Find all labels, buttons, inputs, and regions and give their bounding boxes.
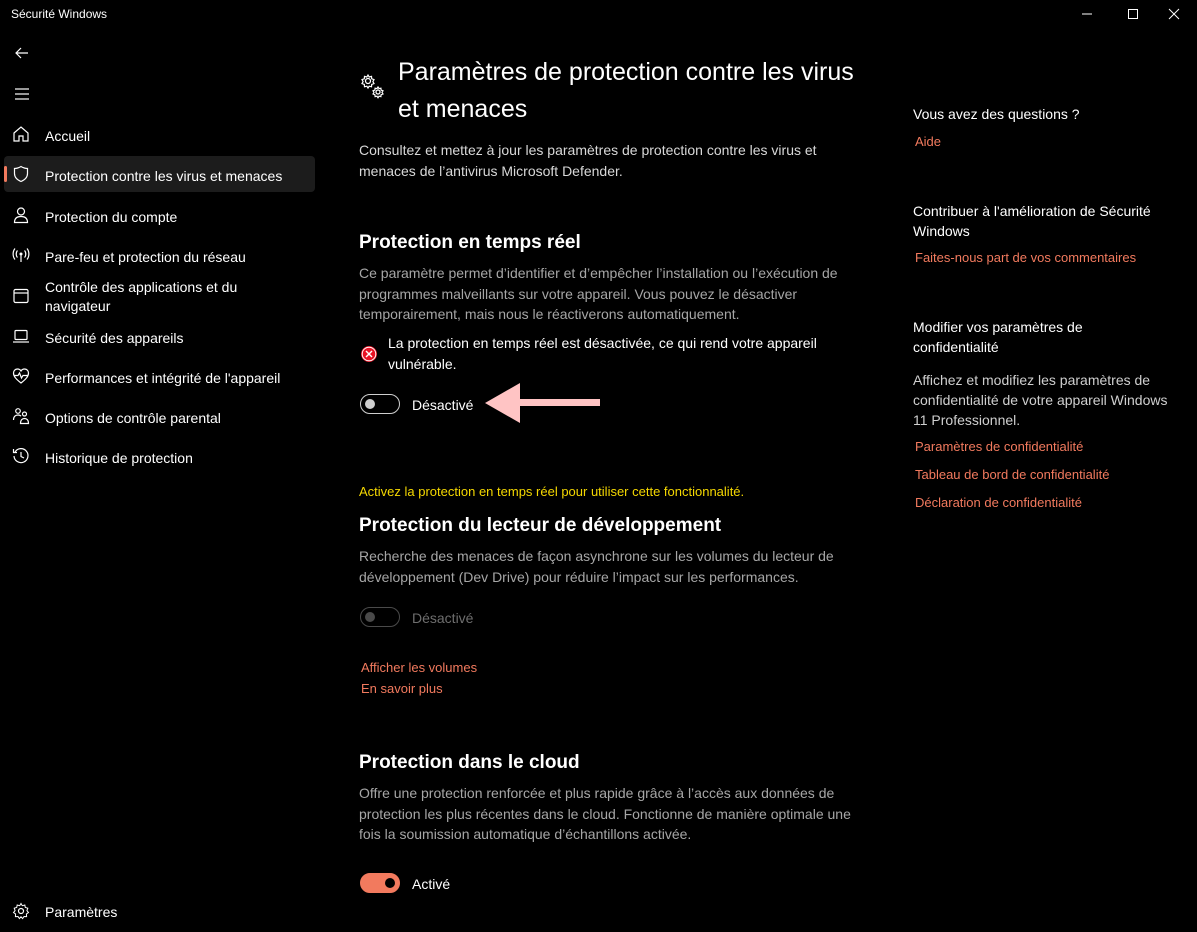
- privacy-settings-link[interactable]: Paramètres de confidentialité: [915, 439, 1084, 454]
- back-arrow-icon: [14, 45, 30, 61]
- cloud-toggle-label: Activé: [412, 876, 451, 892]
- close-icon: [1168, 8, 1180, 20]
- heart-pulse-icon: [11, 366, 31, 386]
- wifi-antenna-icon: [11, 245, 31, 265]
- questions-heading: Vous avez des questions ?: [913, 106, 1080, 122]
- sidebar-item-label: Accueil: [45, 128, 91, 144]
- realtime-section-title: Protection en temps réel: [359, 232, 581, 253]
- minimize-icon: [1081, 8, 1093, 20]
- laptop-icon: [11, 326, 31, 346]
- contribute-heading: Contribuer à l'amélioration de Sécurité Windows: [913, 203, 1151, 239]
- sidebar-item-label: Pare-feu et protection du réseau: [45, 249, 246, 265]
- devdrive-protection-toggle[interactable]: [360, 607, 400, 627]
- sidebar-item-label: Sécurité des appareils: [45, 330, 184, 346]
- cloud-section-text: Offre une protection renforcée et plus rapide grâce à l’accès aux données de protection les plus récentes dans le cloud. Fonctionne de manière optimale une fois la soumission automatique d’échantillons activée.: [359, 785, 851, 842]
- history-icon: [11, 446, 31, 466]
- devdrive-section-text: Recherche des menaces de façon asynchrone sur les volumes du lecteur de développement (Dev Drive) pour réduire l’impact sur les performances.: [359, 548, 834, 585]
- home-icon: [11, 124, 31, 144]
- minimize-button[interactable]: [1064, 0, 1110, 28]
- toggle-knob: [385, 878, 395, 888]
- title-bar: [0, 0, 1197, 28]
- privacy-text: Affichez et modifiez les paramètres de confidentialité de votre appareil Windows 11 Professionnel.: [913, 372, 1168, 428]
- devdrive-section-title: Protection du lecteur de développement: [359, 515, 722, 536]
- hamburger-menu-button[interactable]: [6, 79, 38, 109]
- activate-realtime-note: Activez la protection en temps réel pour utiliser cette fonctionnalité.: [359, 484, 745, 499]
- privacy-dashboard-link[interactable]: Tableau de bord de confidentialité: [915, 467, 1110, 482]
- realtime-warning-text: La protection en temps réel est désactivée, ce qui rend votre appareil vulnérable.: [388, 335, 817, 372]
- hamburger-icon: [14, 87, 30, 101]
- sidebar-settings[interactable]: [4, 893, 315, 929]
- devdrive-toggle-label: Désactivé: [412, 610, 474, 626]
- sidebar-item-app-browser-control[interactable]: [4, 275, 315, 317]
- cloud-section-title: Protection dans le cloud: [359, 752, 580, 773]
- privacy-statement-link[interactable]: Déclaration de confidentialité: [915, 495, 1082, 510]
- learn-more-link[interactable]: En savoir plus: [361, 681, 443, 696]
- settings-label: Paramètres: [45, 904, 118, 920]
- maximize-button[interactable]: [1110, 0, 1156, 28]
- active-indicator: [4, 166, 7, 182]
- family-icon: [11, 406, 31, 426]
- page-title: Paramètres de protection contre les virus et menaces: [398, 58, 854, 123]
- toggle-knob: [365, 612, 375, 622]
- show-volumes-link[interactable]: Afficher les volumes: [361, 660, 478, 675]
- sidebar-item-label: Protection contre les virus et menaces: [45, 168, 283, 184]
- toggle-knob: [365, 399, 375, 409]
- sidebar-item-device-security[interactable]: [4, 318, 315, 354]
- gear-icon: [11, 901, 31, 921]
- close-button[interactable]: [1151, 0, 1197, 28]
- person-icon: [11, 205, 31, 225]
- back-button[interactable]: [6, 38, 38, 68]
- sidebar-item-label: Protection du compte: [45, 209, 178, 225]
- sidebar-item-label: Historique de protection: [45, 450, 193, 466]
- error-x-icon: [360, 345, 378, 363]
- realtime-section-text: Ce paramètre permet d’identifier et d’empêcher l’installation ou l’exécution de programmes malveillants sur votre appareil. Vous pouvez le désactiver temporairement, mais nous le réactiverons automatiquement.: [359, 265, 838, 322]
- sidebar-item-label: Options de contrôle parental: [45, 410, 221, 426]
- help-link[interactable]: Aide: [915, 134, 942, 149]
- realtime-toggle-label: Désactivé: [412, 397, 474, 413]
- feedback-link[interactable]: Faites-nous part de vos commentaires: [915, 250, 1137, 265]
- sidebar-item-family-options[interactable]: [4, 398, 315, 434]
- window-title: Sécurité Windows: [11, 7, 108, 21]
- gears-icon: [359, 72, 389, 102]
- maximize-icon: [1127, 8, 1139, 20]
- cloud-protection-toggle[interactable]: [360, 873, 400, 893]
- shield-icon: [11, 164, 31, 184]
- sidebar-item-label: Contrôle des applications et du navigateur: [45, 279, 238, 314]
- sidebar-item-firewall[interactable]: [4, 237, 315, 273]
- sidebar-item-virus-protection[interactable]: [4, 156, 315, 192]
- realtime-protection-toggle[interactable]: [360, 394, 400, 414]
- privacy-heading: Modifier vos paramètres de confidentialité: [913, 319, 1083, 355]
- sidebar-item-protection-history[interactable]: [4, 438, 315, 474]
- sidebar-item-home[interactable]: [4, 116, 315, 152]
- sidebar-item-label: Performances et intégrité de l'appareil: [45, 370, 281, 386]
- sidebar-item-account-protection[interactable]: [4, 197, 315, 233]
- browser-window-icon: [11, 286, 31, 306]
- page-description: Consultez et mettez à jour les paramètres de protection contre les virus et menaces de l’antivirus Microsoft Defender.: [359, 142, 817, 179]
- sidebar-item-device-performance[interactable]: [4, 358, 315, 394]
- annotation-arrow-icon: [484, 382, 602, 424]
